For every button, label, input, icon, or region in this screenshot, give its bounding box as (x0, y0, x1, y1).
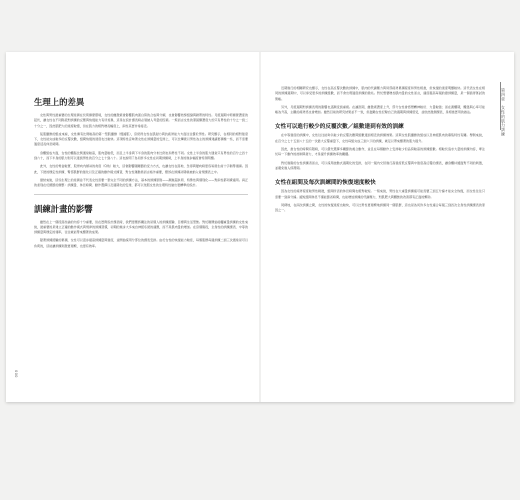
paragraph: 隨著訓練經驗的累積，女性可以逐步提高訓練量與強度，並開始採用分部位的課表安排。由於女性的恢復能力較佳，每個肌群每週訓練二到三次通常是可以負荷的，這能讓訓練刺激更頻繁，也更有效率。 (34, 238, 248, 248)
paragraph: 因為女性的疲勞程度較男性輕微，組間所需的休息時間也相對較短。一般來說，男性在大重量訓練後可能需要三到五分鐘才能完全恢復，而女性往往只需要一到兩分鐘。縮短組間休息不僅能節省時間，也能增加訓練的代謝壓力，對肌肥大與體態的改善都有正面的幫助。 (275, 189, 485, 199)
right-page-text (275, 86, 485, 216)
paragraph: 總結來說，這些生理上的差異並不代表女性需要一套完全不同的訓練方法，基本的訓練原則——漸進超負荷、特殊性與個別化——對兩性都同樣適用。真正的差別在於細節的調整：訓練量、休息時間、動作選擇以及週期化的安排，都可以依照女性的生理特性做出更精準的設計。 (34, 177, 248, 188)
subsection-heading-fewer-reps: 女性可以進行較少的反覆次數／組數達到有效的訓練 (275, 124, 404, 131)
subsection-heading-faster-recovery: 女性在組間及每次訓練間的恢復速度較快 (275, 180, 376, 187)
paragraph: 同樣地，在兩次訓練之間，女性的恢復速度也較快，可以比男性更頻繁地訓練同一個肌群，這也是為何許多女性適合每週三到四次全身性訓練課表的原因之一。 (275, 202, 485, 213)
paragraph: 對於進階的女性訓練者而言，可以採用波動式週期化的安排，在同一週內交替進行高強度低反覆與中強度高反覆的課表，讓身體持續面對不同的刺激，並避免進入停滯期。 (275, 160, 485, 170)
left-page (6, 52, 259, 402)
paragraph: 此外，女性的骨盆較寬、股骨向內傾斜的角度（Q角）較大，這會影響膝關節的受力方式，也讓女性在落地、急停與變向時更容易發生前十字韌帶損傷。因此，下肢的穩定性訓練、臀部肌群的強化以及正確的動作模式練習，對女性運動員而言格外重要，應該在訓練初期就被納入常規課表之中。 (34, 164, 248, 174)
left-page-text (34, 96, 248, 252)
paragraph: 身體組成方面，女性的體脂比例通常較高，肌肉量較低，而且上半身與下半身的肌肉分布比例也和男性不同。女性上半身的肌力通常只有男性的百分之四十到六十，而下半身的肌力則可以達到男性的百分之七十到八十。這也說明了為何許多女性在初期訓練時，上半身的進步幅度會特別明顯。 (34, 150, 248, 161)
section-divider (34, 194, 248, 195)
section-heading-training-program-effects: 訓練計畫的影響 (34, 203, 93, 214)
section-heading-physiological-differences: 生理上的差異 (34, 97, 85, 107)
paragraph: 在中等強度的訓練中，女性往往能夠以較少的反覆次數與組數達到相近的訓練效果。這與女性肌纖維的組成以及神經肌肉的募集特性有關。舉例來說，在百分之七十五到八十五的一次最大反覆重量下，女性每組完成三到六下的訓練，就足以帶來顯著的肌力提升。 (275, 133, 485, 143)
paragraph: 女性與男性最重要的生理差異在於荷爾蒙環境，女性的雌激素會影響肌肉蛋白質的合成與分解，也會影響結締組織與韌帶的特性。月經週期中荷爾蒙濃度的起伏，讓女性在不同階段對訓練的反應與恢復能力有所差異，這是在設計課表時必須納入考量的因素。一般而言女性的睪固酮濃度大約只有男性的十分之一到二十分之一，因此肌肥大的速度較慢，但在肌力的相對增長幅度上，兩性其實非常接近。 (34, 113, 248, 128)
paragraph: 近期進行的相關研究也顯示，女性在高反覆次數的訓練中，肌肉的代謝壓力與局部疲勞累積程度和男性相當，但恢復的速度明顯較快。這代表女性在相同的訓練週期中，可以承受更多的訓練組數，而不會出現過度訓練的徵兆。對於想要增加肌肉量的女性而言，適度提高每週的總訓練量，是一個值得嘗試的策略。 (275, 86, 485, 101)
right-page (261, 52, 514, 402)
paragraph: 因此，當女性的時間有限時，可以優先選擇多關節的複合動作，並且在每個動作上安排較少但品質較高的訓練組數。相較於追求大量的訓練內容，專注於每一下動作的控制與發力，才是提升訓練效率的關鍵。 (275, 147, 485, 157)
paragraph: 另外，月經週期對訓練表現的影響也逐漸受到重視。在濾泡期，雌激素濃度上升，部分女性會感覺精神較好、力量較強；而在黃體期，體溫與心率可能略為升高，主觀的疲勞感也會增加。雖然目前的研究結果並不一致，但鼓勵女性記錄自己的週期與訓練感受，並依此微調課表，是相當實用的做法。 (275, 104, 485, 115)
paragraph: 從肌纖維的組成來看，女性擁有比例較高的第一型肌纖維（慢縮肌），這使得女性在肌耐力與抗疲勞能力方面往往優於男性。研究顯示，在相同的相對強度下，女性能完成較多的反覆次數，組間恢復的速度也比較快。這項特性意味著女性在訓練量的安排上，可以比傳統以男性為主的訓練建議更積極一些，而不需要過度延長休息時間。 (34, 131, 248, 147)
chapter-side-tab: 第四章 女性的肌力訓練 (501, 88, 506, 137)
paragraph: 雖然在上一個段落討論的內容十分重要，但在實際設計課表時，我們更應該關注的是個人的訓練經驗、目標與生活型態。對於剛開始接觸重量訓練的女性來說，最重要的是建立正確的動作模式與規律的訓練習慣，初期的進步大多來自神經系統的適應，而不是肌肉量的增加。在這個階段，全身性的訓練課表、中等的訓練量與穩定的頻率，往往就能帶來顯著的成果。 (34, 219, 248, 235)
book-spread (6, 52, 514, 402)
page-number: 000 (14, 370, 18, 378)
